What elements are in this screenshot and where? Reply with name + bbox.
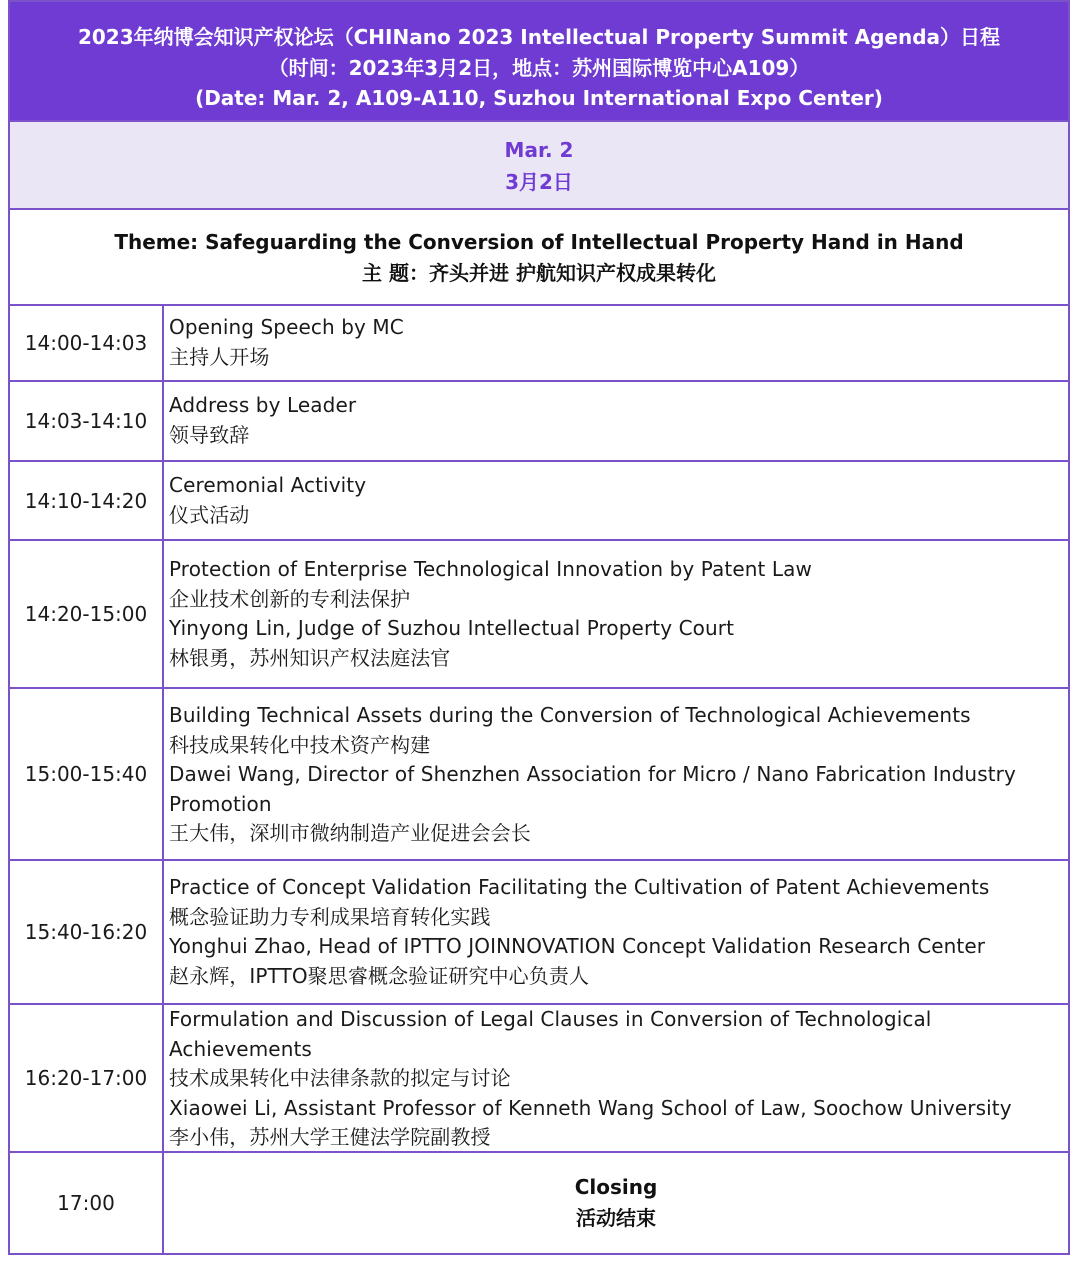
time-cell: 14:03-14:10 [10, 382, 164, 460]
table-row [10, 861, 1068, 1005]
table-row [10, 306, 1068, 382]
table-row [10, 1005, 1068, 1153]
date-en: Mar. 2 [504, 138, 574, 162]
time-cell: 17:00 [10, 1153, 164, 1253]
session-title-zh: 仪式活动 [169, 502, 250, 527]
time-cell: 14:10-14:20 [10, 462, 164, 539]
session-title-en: Practice of Concept Validation Facilitating the Cultivation of Patent Achievements [169, 875, 990, 899]
session-cell [164, 689, 1068, 859]
time-cell: 14:20-15:00 [10, 541, 164, 687]
time-cell: 15:00-15:40 [10, 689, 164, 859]
session-cell [164, 382, 1068, 460]
session-title-en: Opening Speech by MC [169, 315, 404, 339]
table-row [10, 689, 1068, 861]
time-cell: 14:00-14:03 [10, 306, 164, 380]
session-cell [164, 306, 1068, 380]
header-time-location: （时间：2023年3月2日，地点：苏州国际博览中心A109） [268, 55, 810, 80]
date-zh: 3月2日 [505, 170, 573, 194]
session-cell [164, 462, 1068, 539]
speaker-en: Dawei Wang, Director of Shenzhen Association for Micro / Nano Fabrication Industry Promotion [169, 762, 1016, 816]
speaker-en: Yonghui Zhao, Head of IPTTO JOINNOVATION Concept Validation Research Center [169, 934, 986, 958]
session-cell [164, 1005, 1068, 1151]
agenda-header [10, 2, 1068, 122]
table-row [10, 462, 1068, 541]
speaker-zh: 林银勇，苏州知识产权法庭法官 [169, 645, 451, 670]
closing-zh: 活动结束 [576, 1206, 656, 1230]
closing-en: Closing [574, 1175, 658, 1199]
closing-cell [164, 1153, 1068, 1253]
date-band [10, 122, 1068, 210]
session-title-en: Protection of Enterprise Technological Innovation by Patent Law [169, 557, 812, 581]
theme-section [10, 210, 1068, 306]
table-row-closing [10, 1153, 1068, 1253]
speaker-zh: 王大伟，深圳市微纳制造产业促进会会长 [169, 821, 531, 845]
session-cell [164, 861, 1068, 1003]
table-row [10, 541, 1068, 689]
session-title-en: Address by Leader [169, 393, 357, 417]
theme-zh: 主 题：齐头并进 护航知识产权成果转化 [362, 261, 716, 285]
theme-en: Theme: Safeguarding the Conversion of Intellectual Property Hand in Hand [114, 230, 964, 254]
session-title-en: Building Technical Assets during the Conversion of Technological Achievements [169, 703, 971, 727]
session-title-en: Formulation and Discussion of Legal Clauses in Conversion of Technological Achievements [169, 1007, 932, 1061]
header-title: 2023年纳博会知识产权论坛（CHINano 2023 Intellectual Property Summit Agenda）日程 [77, 25, 1001, 49]
session-title-zh: 企业技术创新的专利法保护 [169, 586, 411, 611]
session-title-zh: 主持人开场 [169, 344, 270, 369]
session-title-zh: 科技成果转化中技术资产构建 [169, 732, 431, 757]
speaker-zh: 赵永辉，IPTTO聚思睿概念验证研究中心负责人 [169, 963, 590, 988]
speaker-zh: 李小伟，苏州大学王健法学院副教授 [169, 1125, 491, 1149]
session-title-zh: 领导致辞 [169, 422, 250, 447]
session-title-zh: 技术成果转化中法律条款的拟定与讨论 [169, 1066, 511, 1090]
header-date-location-en: (Date: Mar. 2, A109-A110, Suzhou International Expo Center) [195, 86, 883, 110]
session-title-en: Ceremonial Activity [169, 473, 367, 497]
speaker-en: Xiaowei Li, Assistant Professor of Kenneth Wang School of Law, Soochow University [169, 1095, 1012, 1120]
agenda-table [8, 0, 1070, 1255]
time-cell: 16:20-17:00 [10, 1005, 164, 1151]
session-title-zh: 概念验证助力专利成果培育转化实践 [169, 904, 491, 929]
table-row [10, 382, 1068, 462]
time-cell: 15:40-16:20 [10, 861, 164, 1003]
speaker-en: Yinyong Lin, Judge of Suzhou Intellectual Property Court [169, 616, 735, 640]
session-cell [164, 541, 1068, 687]
